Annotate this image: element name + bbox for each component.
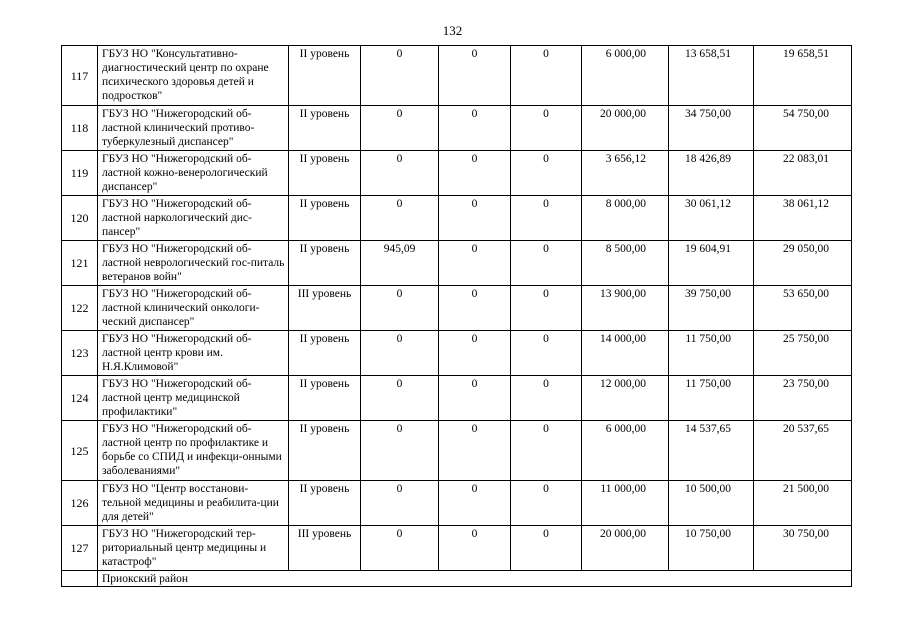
care-level: II уровень [289, 241, 361, 286]
row-number: 122 [62, 286, 98, 331]
col-total: 19 658,51 [754, 46, 852, 106]
care-level: II уровень [289, 481, 361, 526]
col-value-4: 6 000,00 [582, 421, 669, 481]
col-total: 38 061,12 [754, 196, 852, 241]
table-row [62, 151, 852, 196]
col-value-5: 13 658,51 [669, 46, 754, 106]
col-value-1: 945,09 [361, 241, 439, 286]
institution-name: ГБУЗ НО "Консультативно-диагностический центр по охране психического здоровья детей и подростков" [98, 46, 289, 106]
col-value-2: 0 [439, 526, 511, 571]
col-value-4: 13 900,00 [582, 286, 669, 331]
care-level: II уровень [289, 376, 361, 421]
col-value-4: 12 000,00 [582, 376, 669, 421]
col-value-1: 0 [361, 376, 439, 421]
care-level: II уровень [289, 331, 361, 376]
col-value-5: 14 537,65 [669, 421, 754, 481]
col-value-1: 0 [361, 526, 439, 571]
col-value-1: 0 [361, 151, 439, 196]
table-row [62, 196, 852, 241]
col-value-2: 0 [439, 376, 511, 421]
col-value-3: 0 [511, 421, 582, 481]
row-number: 118 [62, 106, 98, 151]
col-total: 22 083,01 [754, 151, 852, 196]
col-value-3: 0 [511, 481, 582, 526]
row-number: 127 [62, 526, 98, 571]
table-row [62, 376, 852, 421]
row-number: 120 [62, 196, 98, 241]
row-number: 124 [62, 376, 98, 421]
institution-name: ГБУЗ НО "Нижегородский тер-риториальный центр медицины и катастроф" [98, 526, 289, 571]
table-row [62, 286, 852, 331]
col-value-1: 0 [361, 106, 439, 151]
col-value-4: 11 000,00 [582, 481, 669, 526]
col-value-3: 0 [511, 106, 582, 151]
col-value-4: 8 000,00 [582, 196, 669, 241]
col-value-5: 11 750,00 [669, 331, 754, 376]
row-number: 121 [62, 241, 98, 286]
institution-name: ГБУЗ НО "Нижегородский об-ластной неврологический гос-питаль ветеранов войн" [98, 241, 289, 286]
table-row [62, 421, 852, 481]
institution-name: ГБУЗ НО "Нижегородский об-ластной центр по профилактике и борьбе со СПИД и инфекци-онными заболеваниями" [98, 421, 289, 481]
budget-table [61, 45, 852, 587]
col-value-2: 0 [439, 331, 511, 376]
col-total: 25 750,00 [754, 331, 852, 376]
col-value-5: 10 750,00 [669, 526, 754, 571]
col-total: 29 050,00 [754, 241, 852, 286]
row-number: 119 [62, 151, 98, 196]
care-level: II уровень [289, 151, 361, 196]
institution-name: ГБУЗ НО "Нижегородский об-ластной клинический противо-туберкулезный диспансер" [98, 106, 289, 151]
col-value-3: 0 [511, 331, 582, 376]
row-number: 117 [62, 46, 98, 106]
col-value-3: 0 [511, 46, 582, 106]
table-row [62, 481, 852, 526]
table-row [62, 106, 852, 151]
table-row [62, 46, 852, 106]
col-value-1: 0 [361, 421, 439, 481]
col-value-5: 30 061,12 [669, 196, 754, 241]
care-level: III уровень [289, 286, 361, 331]
col-value-2: 0 [439, 286, 511, 331]
col-value-4: 6 000,00 [582, 46, 669, 106]
col-value-3: 0 [511, 151, 582, 196]
col-value-2: 0 [439, 151, 511, 196]
table-row [62, 526, 852, 571]
col-value-1: 0 [361, 196, 439, 241]
col-value-1: 0 [361, 286, 439, 331]
table-row [62, 331, 852, 376]
col-value-5: 10 500,00 [669, 481, 754, 526]
care-level: II уровень [289, 421, 361, 481]
col-value-2: 0 [439, 106, 511, 151]
col-total: 30 750,00 [754, 526, 852, 571]
page-number: 132 [442, 23, 463, 38]
col-value-1: 0 [361, 331, 439, 376]
col-value-3: 0 [511, 526, 582, 571]
col-value-2: 0 [439, 421, 511, 481]
section-row [62, 571, 852, 587]
row-number: 126 [62, 481, 98, 526]
institution-name: ГБУЗ НО "Нижегородский об-ластной клинический онкологи-ческий диспансер" [98, 286, 289, 331]
institution-name: ГБУЗ НО "Нижегородский об-ластной центр крови им. Н.Я.Климовой" [98, 331, 289, 376]
institution-name: ГБУЗ НО "Центр восстанови-тельной медицины и реабилита-ции для детей" [98, 481, 289, 526]
col-value-1: 0 [361, 481, 439, 526]
col-value-5: 39 750,00 [669, 286, 754, 331]
row-number: 123 [62, 331, 98, 376]
institution-name: ГБУЗ НО "Нижегородский об-ластной центр медицинской профилактики" [98, 376, 289, 421]
col-value-3: 0 [511, 196, 582, 241]
col-value-2: 0 [439, 46, 511, 106]
table-row [62, 241, 852, 286]
care-level: III уровень [289, 526, 361, 571]
col-value-3: 0 [511, 241, 582, 286]
col-value-3: 0 [511, 376, 582, 421]
col-value-4: 8 500,00 [582, 241, 669, 286]
col-total: 23 750,00 [754, 376, 852, 421]
table-body [62, 46, 852, 571]
col-value-3: 0 [511, 286, 582, 331]
col-value-5: 34 750,00 [669, 106, 754, 151]
institution-name: ГБУЗ НО "Нижегородский об-ластной наркологический дис-пансер" [98, 196, 289, 241]
col-value-2: 0 [439, 196, 511, 241]
col-value-5: 19 604,91 [669, 241, 754, 286]
col-value-5: 18 426,89 [669, 151, 754, 196]
care-level: II уровень [289, 196, 361, 241]
col-value-4: 20 000,00 [582, 526, 669, 571]
col-value-2: 0 [439, 481, 511, 526]
col-value-4: 3 656,12 [582, 151, 669, 196]
col-total: 53 650,00 [754, 286, 852, 331]
col-value-1: 0 [361, 46, 439, 106]
section-num-cell [62, 571, 98, 587]
section-label: Приокский район [98, 571, 852, 587]
care-level: II уровень [289, 46, 361, 106]
care-level: II уровень [289, 106, 361, 151]
col-total: 20 537,65 [754, 421, 852, 481]
col-value-4: 14 000,00 [582, 331, 669, 376]
col-total: 21 500,00 [754, 481, 852, 526]
row-number: 125 [62, 421, 98, 481]
institution-name: ГБУЗ НО "Нижегородский об-ластной кожно-венерологический диспансер" [98, 151, 289, 196]
col-value-2: 0 [439, 241, 511, 286]
col-value-5: 11 750,00 [669, 376, 754, 421]
col-value-4: 20 000,00 [582, 106, 669, 151]
col-total: 54 750,00 [754, 106, 852, 151]
